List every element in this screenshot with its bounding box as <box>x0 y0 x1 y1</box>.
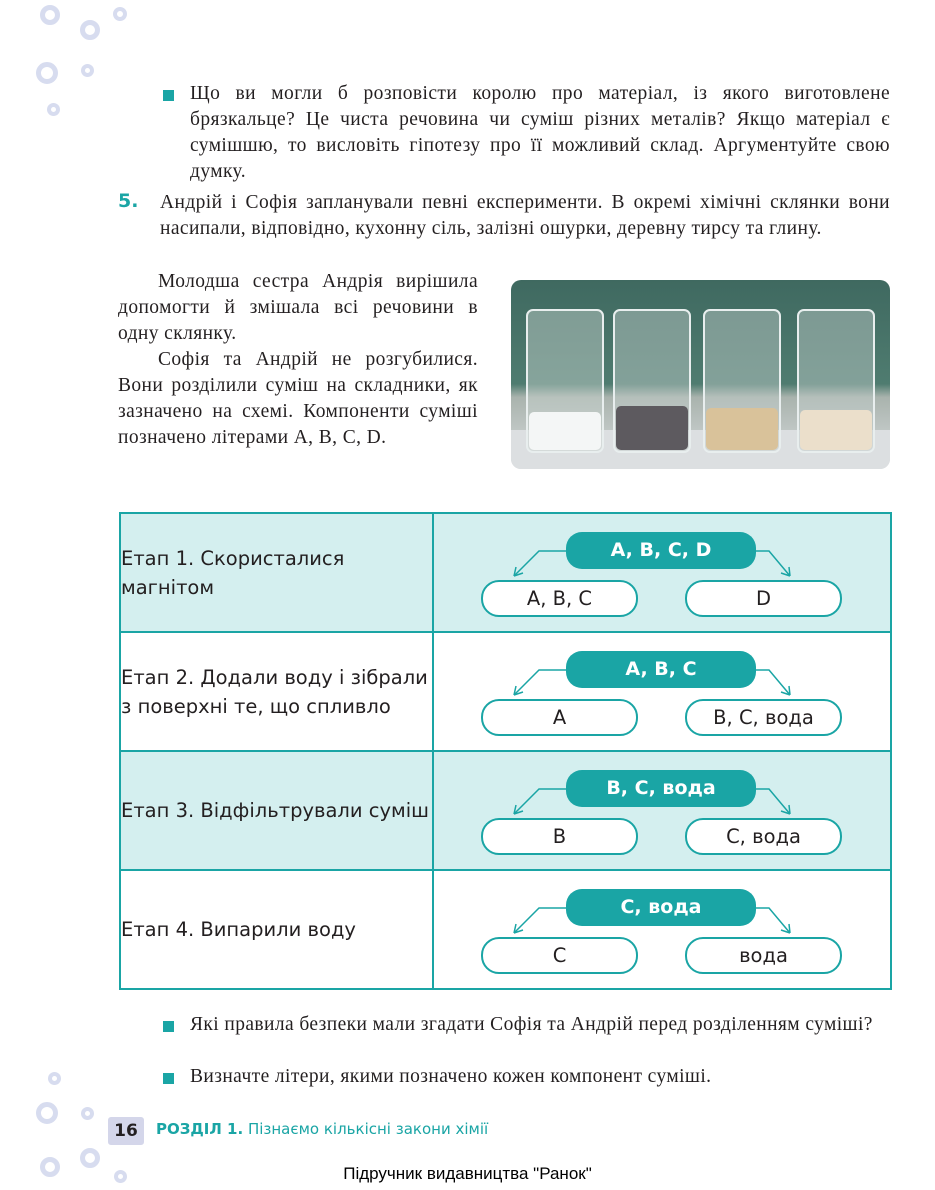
jars-photo <box>511 280 890 469</box>
decor-circle <box>113 7 127 21</box>
jar-sawdust <box>704 310 780 452</box>
stage-label: Етап 1. Скористалися магнітом <box>120 513 433 632</box>
decor-circle <box>81 64 94 77</box>
decor-circle <box>81 1107 94 1120</box>
scheme-row <box>120 632 891 751</box>
decor-circle <box>36 1102 58 1124</box>
section-label: РОЗДІЛ 1. <box>156 1120 244 1138</box>
task-paragraphs <box>118 269 478 451</box>
bullet-marker <box>163 90 174 101</box>
jar-iron-filings <box>614 310 690 452</box>
component-node: A <box>481 699 638 736</box>
stage-label: Етап 2. Додали воду і зібрали з поверхні те, що спливло <box>120 632 433 751</box>
section-title <box>156 1120 488 1138</box>
scheme-row <box>120 751 891 870</box>
component-node: B <box>481 818 638 855</box>
decor-circle <box>40 5 60 25</box>
decor-circle <box>47 103 60 116</box>
task-number: 5. <box>118 190 139 212</box>
task-text: Андрій і Софія запланували певні експерименти. В окремі хімічні склянки вони насипали, відповідно, кухонну сіль, залізні ошурки, деревну тирсу та глину. <box>160 192 890 239</box>
stage-diagram <box>433 632 891 751</box>
paragraph: Молодша сестра Андрія вирішила допомогти й змішала всі речовини в одну склянку. <box>118 271 478 344</box>
decor-circle <box>36 62 58 84</box>
component-node: вода <box>685 937 842 974</box>
jar-clay <box>798 310 874 452</box>
page-number: 16 <box>108 1117 144 1145</box>
mixture-node: B, C, вода <box>566 770 756 807</box>
decor-circle <box>48 1072 61 1085</box>
stage-diagram <box>433 751 891 870</box>
question-text: Що ви могли б розповісти королю про матеріал, із якого виготовлене брязкальце? Це чиста речовина чи суміш різних металів? Якщо матеріал є сумішшю, то висловіть гіпотезу про її можливий склад. Аргументуйте свою думку. <box>190 83 890 182</box>
scheme-row <box>120 513 891 632</box>
decor-circle <box>80 20 100 40</box>
bullet-marker <box>163 1073 174 1084</box>
component-node: C <box>481 937 638 974</box>
mixture-node: A, B, C <box>566 651 756 688</box>
separation-scheme <box>119 512 892 990</box>
stage-diagram <box>433 513 891 632</box>
component-node: C, вода <box>685 818 842 855</box>
jar-salt <box>527 310 603 452</box>
question-text: Визначте літери, якими позначено кожен компонент суміші. <box>190 1066 712 1087</box>
stage-diagram <box>433 870 891 989</box>
component-node: A, B, C <box>481 580 638 617</box>
section-name: Пізнаємо кількісні закони хімії <box>243 1120 489 1138</box>
question-text: Які правила безпеки мали згадати Софія та Андрій перед розділенням суміші? <box>190 1014 873 1035</box>
publisher-note: Підручник видавництва "Ранок" <box>343 1164 592 1183</box>
component-node: D <box>685 580 842 617</box>
jars-illustration <box>511 280 890 469</box>
scheme-row <box>120 870 891 989</box>
mixture-node: C, вода <box>566 889 756 926</box>
bullet-marker <box>163 1021 174 1032</box>
paragraph: Софія та Андрій не розгубилися. Вони розділили суміш на складники, як зазначено на схемі. Компоненти суміші позначено літерами A, B, C, D. <box>118 349 478 448</box>
component-node: B, C, вода <box>685 699 842 736</box>
stage-label: Етап 4. Випарили воду <box>120 870 433 989</box>
mixture-node: A, B, C, D <box>566 532 756 569</box>
stage-label: Етап 3. Відфільтрували суміш <box>120 751 433 870</box>
